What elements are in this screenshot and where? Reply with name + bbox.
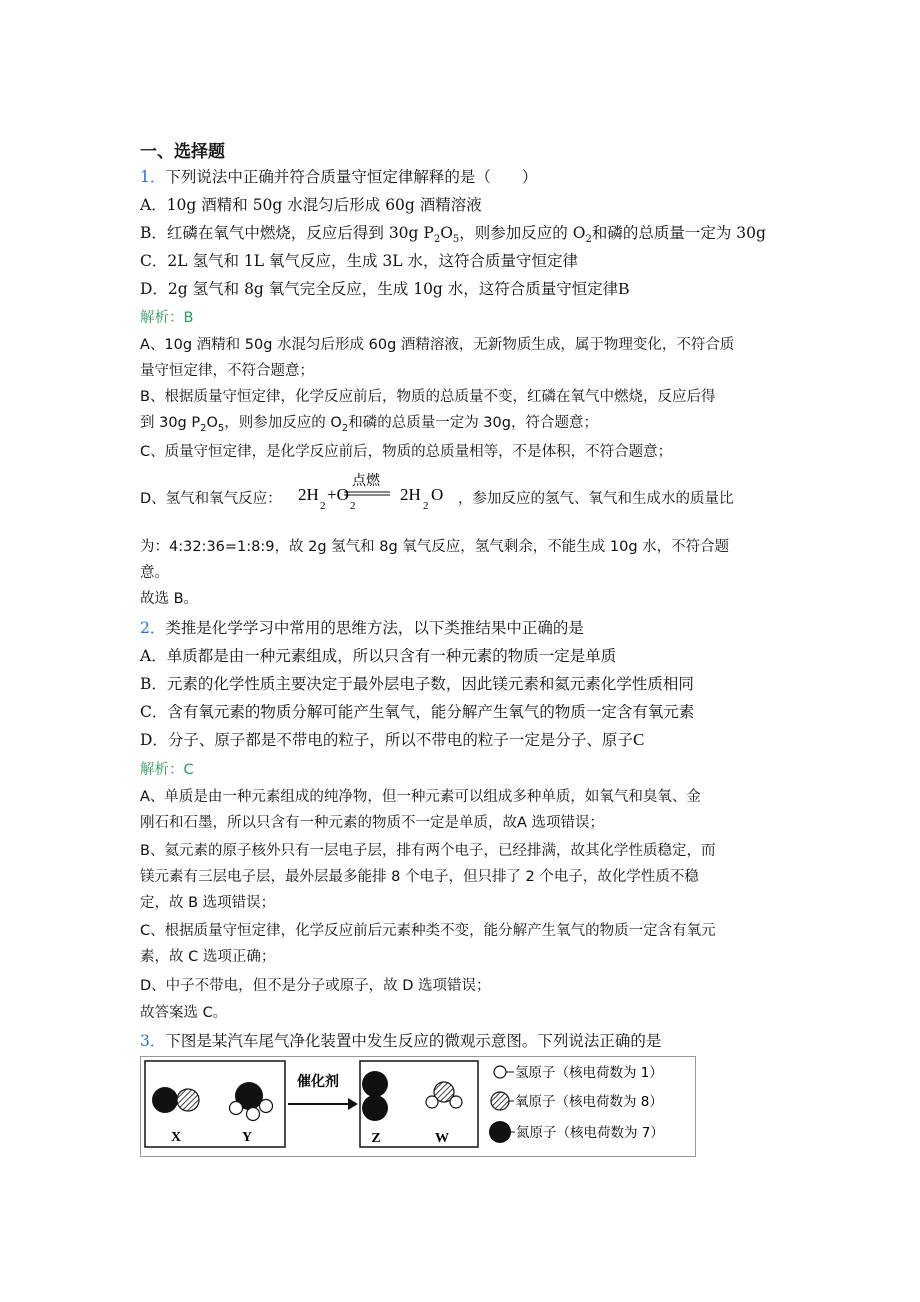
eq-o: O [431, 485, 444, 504]
label-x: X [170, 1130, 182, 1145]
q1-option-b-mid: ，则参加反应的 O [459, 224, 586, 242]
legend-hydrogen: 氢原子（核电荷数为 1） [515, 1065, 663, 1081]
hydrogen-atom-icon [450, 1096, 462, 1108]
q2-stem-line [140, 617, 584, 639]
sub: 2 [585, 234, 592, 245]
eq-right: 2H [400, 485, 421, 504]
sub: 5 [452, 234, 460, 245]
q2-analysis-b2: 镁元素有三层电子层，最外层最多能排 8 个电子，但只排了 2 个电子，故化学性质不稳 [140, 869, 699, 885]
q2-option-d [140, 729, 644, 751]
q1-analysis-b2-o: O [206, 415, 218, 431]
q1-analysis-a2: 量守恒定律，不符合题意； [140, 363, 314, 379]
q1-option-b [140, 222, 766, 244]
q1-stem: 下列说法中正确并符合质量守恒定律解释的是（ ） [165, 168, 538, 186]
legend-oxygen: 氧原子（核电荷数为 8） [515, 1094, 663, 1110]
q1-analysis-b1: B、根据质量守恒定律，化学反应前后，物质的总质量不变，红磷在氧气中燃烧，反应后得 [140, 389, 716, 405]
eq-plus: +O [327, 485, 349, 504]
label-w: W [435, 1131, 449, 1146]
hydrogen-atom-icon [494, 1066, 506, 1078]
nitrogen-atom-icon [362, 1095, 388, 1121]
analysis-label: 解析： [140, 310, 184, 326]
q2-analysis-c1: C、根据质量守恒定律，化学反应前后元素种类不变，能分解产生氧气的物质一定含有氧元 [140, 923, 716, 939]
q1-analysis-b2 [140, 412, 598, 434]
q2-analysis-c2: 素，故 C 选项正确； [140, 949, 276, 965]
q2-option-b: B．元素的化学性质主要决定于最外层电子数，因此镁元素和氦元素化学性质相同 [140, 675, 694, 693]
q1-option-b-post: 和磷的总质量一定为 30g [591, 224, 766, 242]
eq-sub: 2 [350, 500, 356, 512]
q1-option-b-o: O [440, 224, 453, 242]
q2-analysis-label [140, 759, 194, 781]
legend-nitrogen: 氮原子（核电荷数为 7） [516, 1125, 664, 1141]
q1-answer-mark: B [618, 279, 630, 298]
hydrogen-atom-icon [426, 1096, 438, 1108]
eq-sub: 2 [320, 500, 326, 512]
oxygen-atom-icon [491, 1092, 509, 1110]
q2-analysis-b3: 定，故 B 选项错误； [140, 895, 276, 911]
q1-stem-line [140, 166, 537, 188]
q3-stem-line [140, 1030, 661, 1052]
q3-stem: 下图是某汽车尾气净化装置中发生反应的微观示意图。下列说法正确的是 [165, 1032, 662, 1050]
q2-stem: 类推是化学学习中常用的思维方法，以下类推结果中正确的是 [165, 619, 584, 637]
q2-answer-mark: C [632, 730, 645, 749]
q1-option-d-text: D．2g 氢气和 8g 氧气完全反应，生成 10g 水，这符合质量守恒定律 [140, 280, 619, 298]
q1-analysis-b2-post: 和磷的总质量一定为 30g，符合题意； [348, 415, 598, 431]
q1-number: 1． [140, 168, 166, 186]
q1-option-c: C．2L 氢气和 1L 氧气反应，生成 3L 水，这符合质量守恒定律 [140, 252, 578, 270]
sub: 5 [217, 423, 225, 434]
nitrogen-atom-icon [489, 1121, 511, 1143]
hydrogen-atom-icon [247, 1108, 260, 1121]
q2-option-d-text: D．分子、原子都是不带电的粒子，所以不带电的粒子一定是分子、原子 [140, 731, 633, 749]
oxygen-atom-icon [177, 1089, 199, 1111]
q1-analysis-c1: C、质量守恒定律，是化学反应前后，物质的总质量相等，不是体积，不符合题意； [140, 444, 673, 460]
q1-conclusion: 故选 B。 [140, 591, 199, 607]
hydrogen-atom-icon [230, 1102, 243, 1115]
q2-analysis-a1: A、单质是由一种元素组成的纯净物，但一种元素可以组成多种单质，如氧气和臭氧、金 [140, 789, 701, 805]
q1-analysis-d2: 为：4:32:36=1:8:9，故 2g 氢气和 8g 氧气反应，氢气剩余，不能生成 10g 水，不符合题 [140, 539, 730, 555]
sub: 2 [341, 423, 349, 434]
label-z: Z [371, 1131, 381, 1146]
q2-conclusion: 故答案选 C。 [140, 1005, 228, 1021]
q1-option-d [140, 278, 630, 300]
q1-analysis-a1: A、10g 酒精和 50g 水混匀后形成 60g 酒精溶液，无新物质生成，属于物理变化，不符合质 [140, 337, 735, 353]
section-title: 一、选择题 [140, 142, 225, 162]
nitrogen-atom-icon [362, 1071, 388, 1097]
q3-number: 3． [140, 1032, 166, 1050]
nitrogen-atom-icon [152, 1087, 178, 1113]
q2-number: 2． [140, 619, 166, 637]
eq-sub: 2 [423, 500, 429, 512]
catalyst-label: 催化剂 [297, 1074, 339, 1090]
label-y: Y [241, 1130, 253, 1145]
chemical-equation [298, 470, 458, 520]
q1-analysis-b2-pre: 到 30g P [140, 415, 201, 431]
q1-analysis-label [140, 307, 193, 329]
eq-condition: 点燃 [352, 473, 380, 489]
q2-analysis-b1: B、氦元素的原子核外只有一层电子层，排有两个电子，已经排满，故其化学性质稳定，而 [140, 843, 716, 859]
q1-analysis-d-pre: D、氢气和氧气反应： [140, 491, 282, 507]
analysis-label: 解析： [140, 762, 184, 778]
q2-analysis-d1: D、中子不带电，但不是分子或原子，故 D 选项错误； [140, 978, 491, 994]
q1-option-b-pre: B．红磷在氧气中燃烧，反应后得到 30g P [140, 224, 434, 242]
analysis-answer: C [183, 762, 194, 778]
hydrogen-atom-icon [260, 1100, 273, 1113]
q1-analysis-d3: 意。 [140, 565, 169, 581]
q1-option-a: A．10g 酒精和 50g 水混匀后形成 60g 酒精溶液 [140, 196, 482, 214]
q2-option-c: C．含有氧元素的物质分解可能产生氧气，能分解产生氧气的物质一定含有氧元素 [140, 703, 695, 721]
q2-analysis-a2: 刚石和石墨，所以只含有一种元素的物质不一定是单质，故A 选项错误； [140, 815, 605, 831]
sub: 2 [433, 234, 441, 245]
analysis-answer: B [183, 310, 194, 326]
eq-left1: 2H [298, 485, 319, 504]
reaction-microscopic-diagram [140, 1056, 700, 1158]
sub: 2 [200, 423, 207, 434]
q1-analysis-d-post: ，参加反应的氢气、氧气和生成水的质量比 [458, 491, 734, 507]
q1-analysis-b2-mid: ，则参加反应的 O [224, 415, 342, 431]
q2-option-a: A．单质都是由一种元素组成，所以只含有一种元素的物质一定是单质 [140, 647, 617, 665]
